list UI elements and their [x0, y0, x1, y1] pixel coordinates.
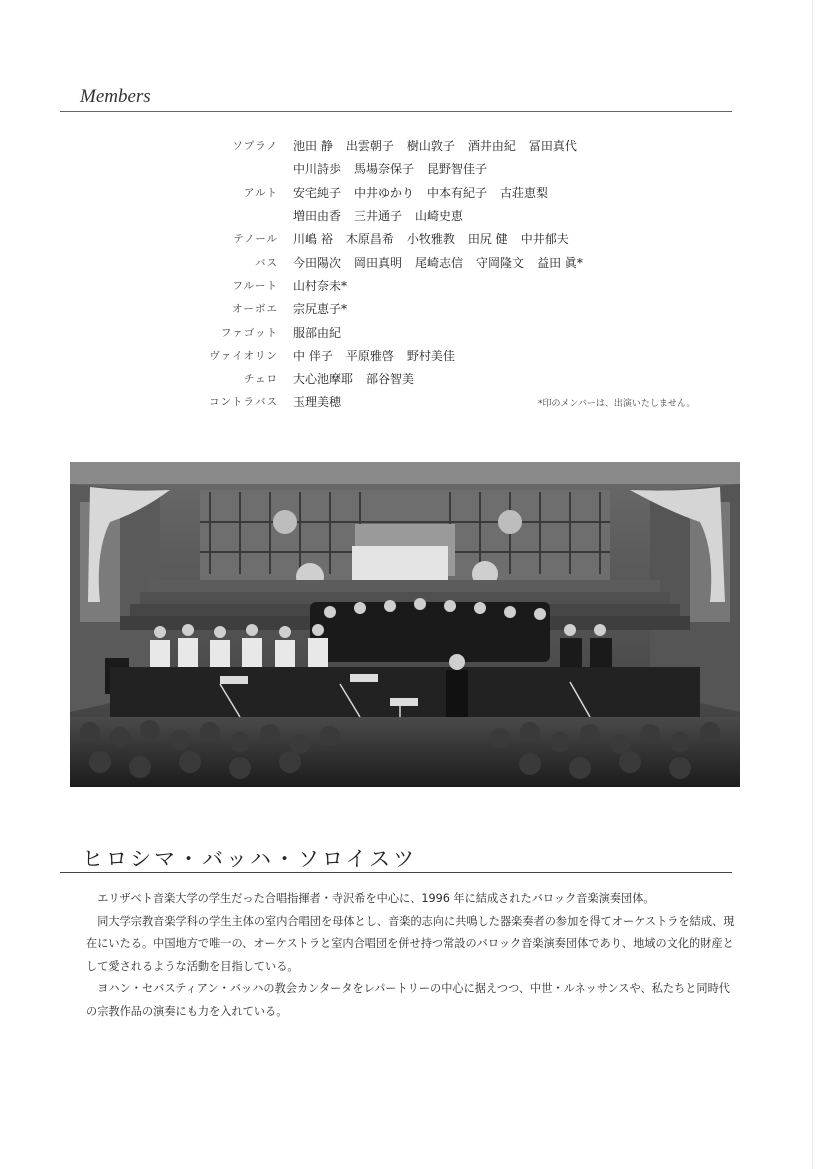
- part-label: オーボエ: [232, 303, 278, 316]
- member-name: 宗尻恵子*: [293, 302, 348, 317]
- member-row: [180, 344, 740, 367]
- member-name: 平原雅啓: [345, 348, 394, 363]
- member-name: 酒井由紀: [467, 139, 516, 154]
- member-name: 昆野智佳子: [427, 162, 488, 177]
- member-row: [180, 297, 740, 320]
- part-label: チェロ: [243, 373, 278, 386]
- member-row: [180, 367, 740, 390]
- member-names: [278, 324, 354, 341]
- member-names: [278, 393, 354, 410]
- concert-photo: [70, 462, 740, 787]
- member-name: 冨田真代: [528, 139, 577, 154]
- member-name: 中川詩歩: [293, 162, 342, 177]
- description-paragraph: エリザベト音楽大学の学生だった合唱指揮者・寺沢希を中心に、1996 年に結成されたバロック音楽演奏団体。: [97, 892, 655, 905]
- member-name: 増田由香: [293, 209, 342, 224]
- member-name: 馬場奈保子: [354, 162, 415, 177]
- member-name: 中井郁夫: [520, 232, 569, 247]
- member-name: 小牧雅教: [406, 232, 455, 247]
- part-label: ヴァイオリン: [209, 349, 278, 362]
- member-name: 服部由紀: [293, 325, 342, 340]
- member-row: [180, 274, 740, 297]
- member-row: [180, 157, 740, 180]
- member-name: 守岡隆文: [476, 255, 525, 270]
- group-title: ヒロシマ・バッハ・ソロイスツ: [82, 847, 418, 871]
- member-names: [278, 184, 561, 201]
- member-row: [180, 250, 740, 273]
- member-name: 中 伴子: [293, 348, 333, 363]
- part-label: ファゴット: [220, 326, 278, 339]
- member-name: 岡田真明: [354, 255, 403, 270]
- group-divider: [60, 872, 732, 873]
- member-names: [278, 277, 360, 294]
- part-label: コントラバス: [209, 396, 278, 409]
- member-name: 野村美佳: [406, 348, 455, 363]
- member-names: [278, 300, 360, 317]
- member-name: 三井通子: [354, 209, 403, 224]
- part-label: バス: [255, 256, 278, 269]
- member-name: 木原昌希: [345, 232, 394, 247]
- member-name: 樹山敦子: [406, 139, 455, 154]
- member-name: 玉理美穂: [293, 395, 342, 410]
- member-row: [180, 204, 740, 227]
- concert-photo-graphic: [70, 462, 740, 787]
- member-names: [278, 207, 476, 224]
- part-label: ソプラノ: [232, 140, 278, 153]
- member-name: 田尻 健: [467, 232, 508, 247]
- member-name: 尾崎志信: [415, 255, 464, 270]
- member-name: 今田陽次: [293, 255, 342, 270]
- member-name: 益田 眞*: [537, 255, 583, 270]
- member-names: [278, 137, 590, 154]
- member-name: 池田 静: [293, 139, 333, 154]
- members-heading: Members: [80, 86, 151, 107]
- part-label: アルト: [243, 186, 278, 199]
- member-row: [180, 181, 740, 204]
- member-name: 山崎史恵: [415, 209, 464, 224]
- member-names: [278, 370, 427, 387]
- absence-note: *印のメンバーは、出演いたしません。: [538, 399, 696, 409]
- member-names: [278, 347, 468, 364]
- description-paragraph: ヨハン・セバスティアン・バッハの教会カンタータをレパートリーの中心に据えつつ、中世・ルネッサンスや、私たちと同時代の宗教作品の演奏にも力を入れている。: [86, 982, 730, 1018]
- members-divider: [60, 111, 732, 112]
- member-name: 古荘恵梨: [500, 185, 549, 200]
- member-row: [180, 227, 740, 250]
- member-names: [278, 254, 596, 271]
- member-name: 安宅純子: [293, 185, 342, 200]
- member-names: [278, 160, 500, 177]
- part-label: テノール: [233, 233, 278, 246]
- members-roster: [180, 134, 740, 414]
- description-paragraph: 同大学宗教音楽学科の学生主体の室内合唱団を母体とし、音楽的志向に共鳴した器楽奏者の参加を得てオーケストラを結成、現在にいたる。中国地方で唯一の、オーケストラと室内合唱団を併せ持つ常設のバロック音楽演奏団体であり、地域の文化的財産として愛されるような活動を目指している。: [86, 914, 735, 973]
- member-names: [278, 230, 582, 247]
- member-name: 中本有紀子: [427, 185, 488, 200]
- member-name: 中井ゆかり: [354, 185, 415, 200]
- member-row: [180, 134, 740, 157]
- member-name: 部谷智美: [366, 372, 415, 387]
- group-description: [86, 888, 736, 1024]
- member-name: 川嶋 裕: [293, 232, 333, 247]
- member-row: [180, 320, 740, 343]
- member-name: 山村奈未*: [293, 278, 348, 293]
- member-name: 出雲朝子: [345, 139, 394, 154]
- page-edge: [812, 0, 813, 1169]
- member-name: 大心池摩耶: [293, 372, 354, 387]
- part-label: フルート: [232, 279, 278, 292]
